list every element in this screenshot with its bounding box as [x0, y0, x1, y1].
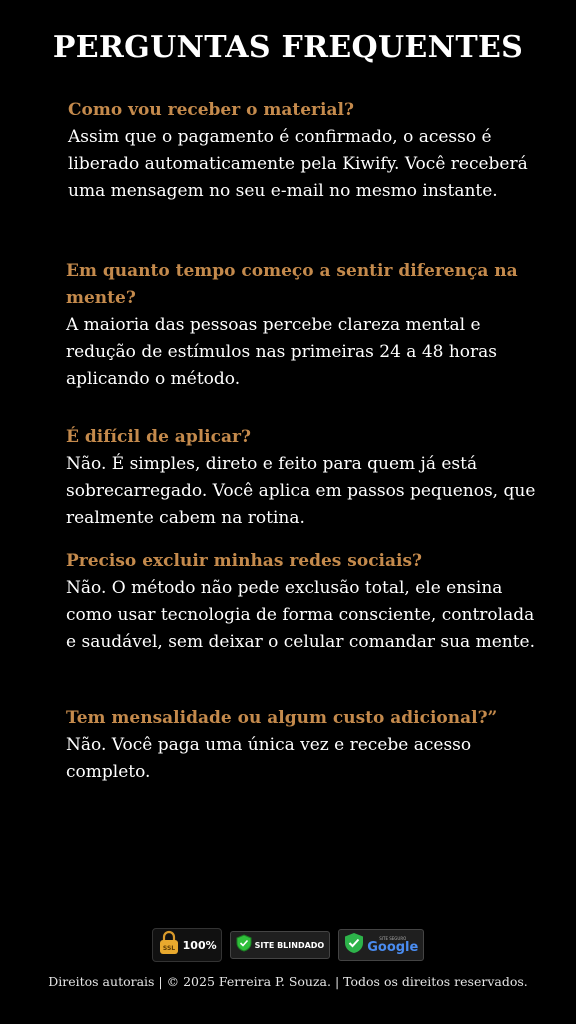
- shield-icon: [236, 934, 252, 956]
- faq-question: É difícil de aplicar?: [66, 427, 251, 447]
- google-badge-caption: SITE SEGURO: [379, 935, 407, 941]
- faq-answer: A maioria das pessoas percebe clareza mental e redução de estímulos nas primeiras 24 a 48 horas aplicando o método.: [66, 315, 498, 389]
- faq-answer: Não. É simples, direto e feito para quem já está sobrecarregado. Você aplica em passos pequenos, que realmente cabem na rotina.: [66, 454, 536, 528]
- faq-answer: Não. O método não pede exclusão total, ele ensina como usar tecnologia de forma consciente, controlada e saudável, sem deixar o celular comandar sua mente.: [66, 578, 535, 652]
- faq-item: [66, 424, 536, 532]
- faq-answer: Não. Você paga uma única vez e recebe acesso completo.: [66, 735, 472, 782]
- site-blindado-badge: [230, 931, 331, 959]
- faq-question: Preciso excluir minhas redes sociais?: [66, 551, 423, 571]
- security-badges: [0, 928, 576, 962]
- faq-item: [66, 548, 536, 656]
- copyright-footer: Direitos autorais | © 2025 Ferreira P. Souza. | Todos os direitos reservados.: [48, 974, 528, 989]
- page-title: PERGUNTAS FREQUENTES: [52, 30, 524, 65]
- faq-item: [66, 705, 536, 786]
- faq-item: [66, 258, 536, 393]
- google-safe-badge: [338, 929, 424, 961]
- check-shield-icon: [344, 932, 364, 958]
- google-logo-text: Google: [367, 939, 419, 955]
- ssl-badge: [152, 928, 222, 962]
- ssl-percent: 100%: [182, 938, 217, 952]
- faq-question: Em quanto tempo começo a sentir diferença na mente?: [66, 261, 518, 308]
- faq-question: Como vou receber o material?: [68, 100, 354, 120]
- ssl-mini-label: SSL: [162, 945, 175, 952]
- faq-item: [68, 97, 538, 205]
- faq-question: Tem mensalidade ou algum custo adicional?”: [66, 708, 498, 728]
- padlock-icon: [157, 930, 181, 960]
- faq-answer: Assim que o pagamento é confirmado, o acesso é liberado automaticamente pela Kiwify. Você receberá uma mensagem no seu e-mail no mesmo instante.: [68, 127, 528, 201]
- site-blindado-label: SITE BLINDADO: [254, 940, 325, 950]
